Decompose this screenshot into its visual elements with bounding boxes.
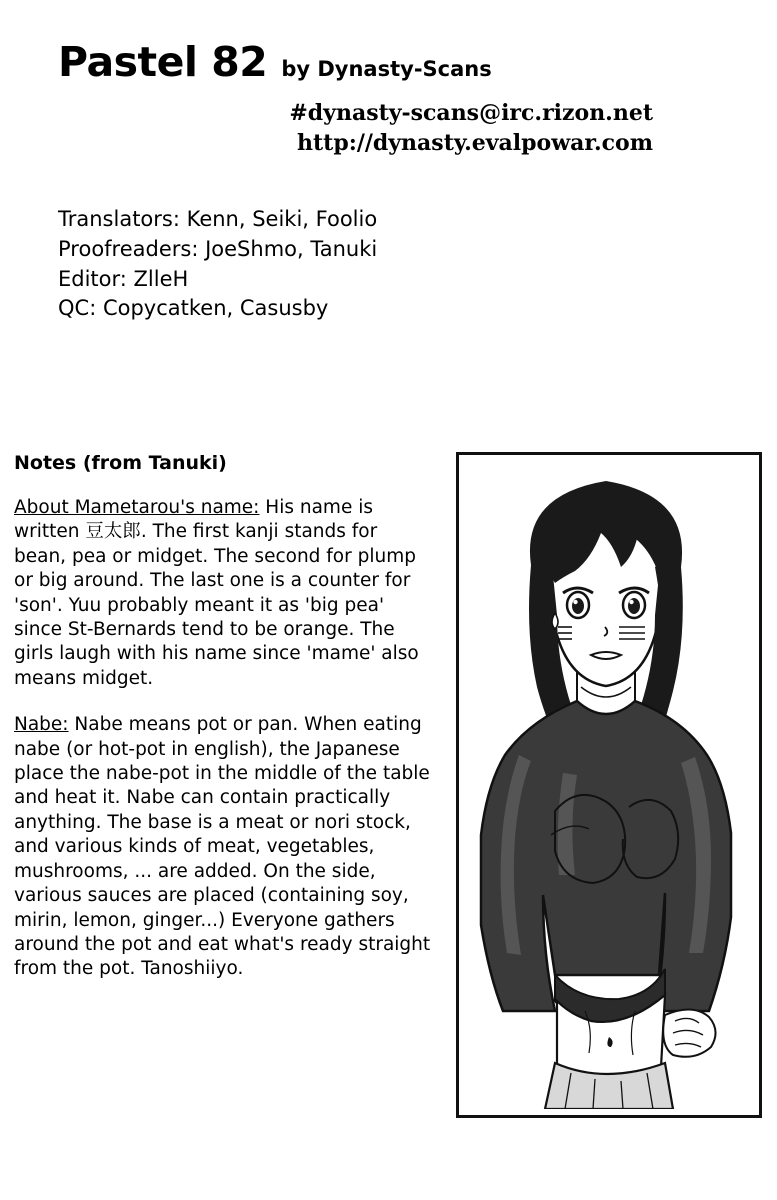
note-body: Nabe means pot or pan. When eating nabe (or hot-pot in english), the Japanese place the nabe-pot in the middle of the table and heat it. Nabe can contain practically anything. The base is a meat or nori stock, and various kinds of meat, vegetables, mushrooms, ... are added. On the side, various sauces are placed (containing soy, mirin, lemon, ginger...) Everyone gathers around the pot and eat what's ready straight from the pot. Tanoshiiyo. [14, 714, 431, 980]
credit-qc: QC: Copycatken, Casusby [58, 296, 329, 321]
irc-address: #dynasty-scans@irc.rizon.net [289, 100, 653, 126]
website-url: http://dynasty.evalpowar.com [297, 129, 653, 156]
note-lead: About Mametarou's name: [14, 497, 260, 518]
page-header [58, 38, 718, 158]
credit-translators: Translators: Kenn, Seiki, Foolio [58, 207, 378, 231]
page-title: Pastel 82 [58, 38, 268, 86]
title-row [58, 38, 718, 86]
note-body: His name is written 豆太郎. The first kanji stands for bean, pea or midget. The second for plump or big around. The last one is a counter for 'son'. Yuu probably meant it as 'big pea' since St-Bernards tend to be orange. The girls laugh with his name since 'mame' also means midget. [14, 497, 419, 689]
credits-list [58, 205, 377, 324]
notes-heading: Notes (from Tanuki) [14, 452, 227, 474]
note-lead: Nabe: [14, 714, 69, 736]
credit-editor: Editor: ZlleH [58, 266, 189, 291]
byline: by Dynasty-Scans [281, 57, 492, 81]
note-item [14, 496, 434, 691]
note-item [14, 713, 434, 981]
credit-proofreaders: Proofreaders: JoeShmo, Tanuki [58, 236, 378, 261]
manga-girl-illustration [459, 455, 753, 1109]
illustration-panel [456, 452, 762, 1118]
contact-block [58, 99, 653, 158]
notes-section [14, 452, 434, 1004]
